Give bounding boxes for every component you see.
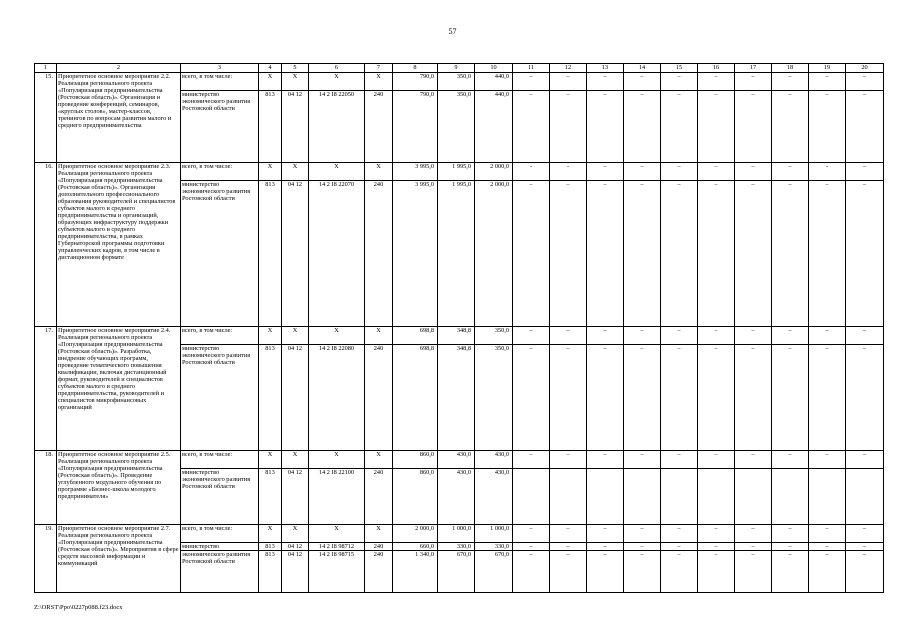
- year-cell: –: [513, 451, 550, 469]
- page-number: 57: [448, 27, 457, 36]
- year-cell: –: [550, 525, 587, 543]
- year-cell: –: [550, 551, 587, 593]
- csr-cell: 14 2 I8 98712: [309, 543, 365, 551]
- vr-cell: 240: [365, 345, 393, 451]
- row-number: 18.: [35, 451, 57, 525]
- header-col-12: 12: [550, 64, 587, 73]
- header-col-7: 7: [365, 64, 393, 73]
- year-cell: –: [809, 91, 846, 163]
- year-cell: –: [513, 91, 550, 163]
- row-number: 16.: [35, 163, 57, 327]
- executor-cell: министерство: [181, 543, 259, 551]
- csr-cell: 14 2 I8 22070: [309, 181, 365, 327]
- year-cell: –: [735, 543, 772, 551]
- year-cell: –: [846, 345, 884, 451]
- table-body: [35, 64, 884, 593]
- year-cell: -: [809, 163, 846, 181]
- header-col-19: 19: [809, 64, 846, 73]
- year-2020-cell: 2 000,0: [475, 163, 513, 181]
- grbs-cell: 813: [259, 543, 282, 551]
- budget-table: [34, 63, 884, 593]
- vr-cell: 240: [365, 181, 393, 327]
- year-cell: –: [846, 543, 884, 551]
- csr-cell: Х: [309, 525, 365, 543]
- activity-description: Приоритетное основное мероприятие 2.3. Реализация регионального проекта «Популяризация предпринимательства (Ростовская область)». Организация дополнительного профессионального образования руководителей и специалистов субъектов малого и среднего предпринимательства и организаций, образующих инфраструктуру поддержки субъектов малого и среднего предпринимательства, в рамках Губернаторской программы подготовки управленческих кадров, в том числе в дистанционном формате: [57, 163, 181, 327]
- year-cell: [550, 469, 587, 525]
- rzpr-cell: 04 12: [282, 469, 309, 525]
- csr-cell: 14 2 I8 22080: [309, 345, 365, 451]
- year-cell: –: [809, 73, 846, 91]
- year-cell: –: [846, 163, 884, 181]
- year-cell: –: [550, 91, 587, 163]
- header-row: [35, 64, 884, 73]
- year-cell: –: [698, 551, 735, 593]
- table-row: [35, 525, 884, 543]
- year-2019-cell: 348,8: [438, 327, 475, 345]
- rzpr-cell: 04 12: [282, 91, 309, 163]
- csr-cell: 14 2 I8 98715: [309, 551, 365, 593]
- year-cell: [772, 469, 809, 525]
- vr-cell: Х: [365, 327, 393, 345]
- year-cell: –: [809, 551, 846, 593]
- year-cell: –: [698, 163, 735, 181]
- activity-description: Приоритетное основное мероприятие 2.7. Реализация регионального проекта «Популяризация предпринимательства (Ростовская область)». Мероприятия в сфере средств массовой информации и коммуникаций: [57, 525, 181, 593]
- budget-table-container: [34, 63, 868, 593]
- vr-cell: 240: [365, 91, 393, 163]
- year-cell: –: [735, 551, 772, 593]
- year-cell: –: [698, 525, 735, 543]
- year-2019-cell: 430,0: [438, 451, 475, 469]
- year-cell: –: [735, 91, 772, 163]
- header-col-8: 8: [393, 64, 438, 73]
- year-cell: –: [513, 551, 550, 593]
- year-cell: –: [624, 163, 661, 181]
- year-cell: –: [846, 327, 884, 345]
- total-cell: 698,8: [393, 345, 438, 451]
- grbs-cell: Х: [259, 451, 282, 469]
- year-cell: –: [550, 181, 587, 327]
- year-2020-cell: 430,0: [475, 469, 513, 525]
- grbs-cell: Х: [259, 525, 282, 543]
- year-cell: –: [513, 525, 550, 543]
- year-cell: –: [513, 73, 550, 91]
- year-cell: –: [772, 543, 809, 551]
- header-col-15: 15: [661, 64, 698, 73]
- csr-cell: Х: [309, 327, 365, 345]
- total-cell: 790,0: [393, 73, 438, 91]
- executor-cell: всего, в том числе:: [181, 73, 259, 91]
- year-cell: –: [809, 543, 846, 551]
- year-cell: –: [661, 451, 698, 469]
- header-col-18: 18: [772, 64, 809, 73]
- year-cell: –: [661, 181, 698, 327]
- rzpr-cell: 04 12: [282, 345, 309, 451]
- year-cell: -: [513, 163, 550, 181]
- year-2020-cell: 2 000,0: [475, 181, 513, 327]
- year-cell: –: [846, 551, 884, 593]
- year-cell: –: [846, 525, 884, 543]
- year-cell: –: [698, 73, 735, 91]
- grbs-cell: Х: [259, 73, 282, 91]
- year-cell: –: [661, 327, 698, 345]
- executor-cell: всего, в том числе:: [181, 327, 259, 345]
- year-cell: –: [772, 73, 809, 91]
- year-cell: [587, 469, 624, 525]
- executor-cell: министерство экономического развития Ростовской области: [181, 91, 259, 163]
- year-cell: –: [735, 327, 772, 345]
- year-cell: –: [587, 345, 624, 451]
- rzpr-cell: Х: [282, 163, 309, 181]
- year-cell: –: [772, 551, 809, 593]
- year-cell: –: [735, 163, 772, 181]
- year-cell: –: [698, 91, 735, 163]
- vr-cell: 240: [365, 543, 393, 551]
- vr-cell: Х: [365, 73, 393, 91]
- year-cell: –: [698, 181, 735, 327]
- header-col-3: 3: [181, 64, 259, 73]
- csr-cell: 14 2 I8 22050: [309, 91, 365, 163]
- year-2020-cell: 430,0: [475, 451, 513, 469]
- grbs-cell: 813: [259, 91, 282, 163]
- year-cell: –: [550, 327, 587, 345]
- year-cell: –: [624, 181, 661, 327]
- year-cell: –: [772, 91, 809, 163]
- year-cell: -: [550, 163, 587, 181]
- row-number: 15.: [35, 73, 57, 163]
- table-row: [35, 163, 884, 181]
- year-cell: –: [846, 91, 884, 163]
- executor-cell: министерство экономического развития Ростовской области: [181, 469, 259, 525]
- year-2020-cell: 350,0: [475, 327, 513, 345]
- table-row: [35, 73, 884, 91]
- year-cell: –: [661, 543, 698, 551]
- rzpr-cell: Х: [282, 73, 309, 91]
- grbs-cell: 813: [259, 551, 282, 593]
- year-cell: –: [846, 181, 884, 327]
- csr-cell: 14 2 I8 22100: [309, 469, 365, 525]
- year-2020-cell: 440,0: [475, 91, 513, 163]
- table-row: [35, 451, 884, 469]
- year-cell: –: [846, 451, 884, 469]
- year-cell: –: [624, 327, 661, 345]
- year-cell: –: [624, 551, 661, 593]
- header-col-20: 20: [846, 64, 884, 73]
- grbs-cell: Х: [259, 163, 282, 181]
- year-cell: –: [513, 327, 550, 345]
- total-cell: 790,0: [393, 91, 438, 163]
- csr-cell: Х: [309, 451, 365, 469]
- year-cell: –: [587, 525, 624, 543]
- year-cell: –: [735, 73, 772, 91]
- year-2019-cell: 670,0: [438, 551, 475, 593]
- header-col-13: 13: [587, 64, 624, 73]
- executor-cell: министерство экономического развития Ростовской области: [181, 345, 259, 451]
- year-cell: –: [550, 451, 587, 469]
- vr-cell: 240: [365, 469, 393, 525]
- vr-cell: Х: [365, 163, 393, 181]
- executor-cell: министерство экономического развития Ростовской области: [181, 181, 259, 327]
- year-cell: –: [587, 91, 624, 163]
- year-2020-cell: 330,0: [475, 543, 513, 551]
- grbs-cell: 813: [259, 345, 282, 451]
- year-cell: –: [809, 525, 846, 543]
- year-cell: –: [661, 525, 698, 543]
- year-cell: –: [735, 181, 772, 327]
- year-cell: [735, 469, 772, 525]
- year-cell: –: [587, 551, 624, 593]
- vr-cell: Х: [365, 451, 393, 469]
- year-cell: –: [735, 525, 772, 543]
- year-2019-cell: 348,8: [438, 345, 475, 451]
- total-cell: 2 000,0: [393, 525, 438, 543]
- year-cell: –: [624, 73, 661, 91]
- year-cell: –: [624, 91, 661, 163]
- year-cell: –: [587, 451, 624, 469]
- year-2019-cell: 350,0: [438, 91, 475, 163]
- row-number: 19.: [35, 525, 57, 593]
- year-cell: –: [735, 345, 772, 451]
- executor-cell: всего, в том числе:: [181, 525, 259, 543]
- header-col-17: 17: [735, 64, 772, 73]
- year-cell: –: [772, 163, 809, 181]
- year-2019-cell: 1 995,0: [438, 163, 475, 181]
- year-cell: –: [661, 73, 698, 91]
- header-col-16: 16: [698, 64, 735, 73]
- rzpr-cell: Х: [282, 451, 309, 469]
- csr-cell: Х: [309, 163, 365, 181]
- total-cell: 860,0: [393, 451, 438, 469]
- total-cell: 3 995,0: [393, 163, 438, 181]
- header-col-2: 2: [57, 64, 181, 73]
- year-cell: –: [809, 181, 846, 327]
- year-cell: –: [772, 525, 809, 543]
- year-2019-cell: 1 995,0: [438, 181, 475, 327]
- year-2019-cell: 330,0: [438, 543, 475, 551]
- table-row: [35, 327, 884, 345]
- header-col-5: 5: [282, 64, 309, 73]
- year-cell: –: [624, 345, 661, 451]
- year-2019-cell: 1 000,0: [438, 525, 475, 543]
- executor-cell: экономического развития Ростовской области: [181, 551, 259, 593]
- rzpr-cell: Х: [282, 525, 309, 543]
- executor-cell: всего, в том числе:: [181, 451, 259, 469]
- grbs-cell: Х: [259, 327, 282, 345]
- year-cell: [698, 469, 735, 525]
- rzpr-cell: 04 12: [282, 181, 309, 327]
- year-cell: –: [698, 345, 735, 451]
- grbs-cell: 813: [259, 181, 282, 327]
- activity-description: Приоритетное основное мероприятие 2.5. Реализация регионального проекта «Популяризация предпринимательства (Ростовская область)». Проведение углубленного модульного обучения по программе «Бизнес-школа молодого предпринимателя»: [57, 451, 181, 525]
- year-cell: –: [772, 345, 809, 451]
- year-cell: –: [624, 543, 661, 551]
- year-cell: –: [550, 345, 587, 451]
- activity-description: Приоритетное основное мероприятие 2.4. Реализация регионального проекта «Популяризация предпринимательства (Ростовская область)». Разработка, внедрение обучающих программ, проведение тематического повышения квалификации, включая дистанционный формат, руководителей и специалистов субъектов малого и среднего предпринимательства, руководителей и специалистов микрофинансовых организаций: [57, 327, 181, 451]
- csr-cell: Х: [309, 73, 365, 91]
- year-cell: –: [550, 543, 587, 551]
- header-col-4: 4: [259, 64, 282, 73]
- total-cell: 3 995,0: [393, 181, 438, 327]
- year-cell: –: [587, 327, 624, 345]
- year-cell: –: [587, 181, 624, 327]
- total-cell: 698,8: [393, 327, 438, 345]
- year-cell: –: [772, 181, 809, 327]
- total-cell: 1 340,0: [393, 551, 438, 593]
- year-cell: –: [587, 163, 624, 181]
- year-cell: –: [587, 73, 624, 91]
- year-cell: –: [513, 181, 550, 327]
- year-cell: –: [846, 73, 884, 91]
- year-cell: –: [809, 345, 846, 451]
- file-path-footer: Z:\ORST\Ppo\0227p088.f23.docx: [34, 604, 123, 611]
- header-col-6: 6: [309, 64, 365, 73]
- vr-cell: 240: [365, 551, 393, 593]
- total-cell: 860,0: [393, 469, 438, 525]
- year-cell: –: [698, 543, 735, 551]
- year-cell: –: [587, 543, 624, 551]
- rzpr-cell: 04 12: [282, 543, 309, 551]
- year-cell: [809, 469, 846, 525]
- year-2020-cell: 440,0: [475, 73, 513, 91]
- year-cell: –: [624, 451, 661, 469]
- year-cell: [624, 469, 661, 525]
- year-cell: –: [661, 345, 698, 451]
- year-cell: –: [513, 345, 550, 451]
- vr-cell: Х: [365, 525, 393, 543]
- year-2020-cell: 350,0: [475, 345, 513, 451]
- year-cell: –: [661, 551, 698, 593]
- row-number: 17.: [35, 327, 57, 451]
- rzpr-cell: Х: [282, 327, 309, 345]
- executor-cell: всего, в том числе:: [181, 163, 259, 181]
- year-cell: –: [550, 73, 587, 91]
- year-cell: –: [624, 525, 661, 543]
- year-cell: –: [809, 451, 846, 469]
- year-cell: [661, 469, 698, 525]
- year-cell: –: [698, 451, 735, 469]
- header-col-1: 1: [35, 64, 57, 73]
- year-2019-cell: 350,0: [438, 73, 475, 91]
- year-cell: –: [698, 327, 735, 345]
- total-cell: 660,0: [393, 543, 438, 551]
- year-2020-cell: 1 000,0: [475, 525, 513, 543]
- year-cell: [513, 469, 550, 525]
- year-cell: –: [735, 451, 772, 469]
- year-cell: –: [809, 327, 846, 345]
- year-cell: –: [772, 327, 809, 345]
- header-col-10: 10: [475, 64, 513, 73]
- year-cell: –: [661, 163, 698, 181]
- activity-description: Приоритетное основное мероприятие 2.2. Реализация регионального проекта «Популяризация предпринимательства (Ростовская область)». Организация и проведение конференций, семинаров, «круглых столов», мастер-классов, тренингов по вопросам развития малого и среднего предпринимательства: [57, 73, 181, 163]
- grbs-cell: 813: [259, 469, 282, 525]
- year-cell: –: [661, 91, 698, 163]
- year-cell: [846, 469, 884, 525]
- header-col-9: 9: [438, 64, 475, 73]
- rzpr-cell: 04 12: [282, 551, 309, 593]
- year-cell: –: [513, 543, 550, 551]
- year-cell: –: [772, 451, 809, 469]
- year-2020-cell: 670,0: [475, 551, 513, 593]
- year-2019-cell: 430,0: [438, 469, 475, 525]
- header-col-11: 11: [513, 64, 550, 73]
- header-col-14: 14: [624, 64, 661, 73]
